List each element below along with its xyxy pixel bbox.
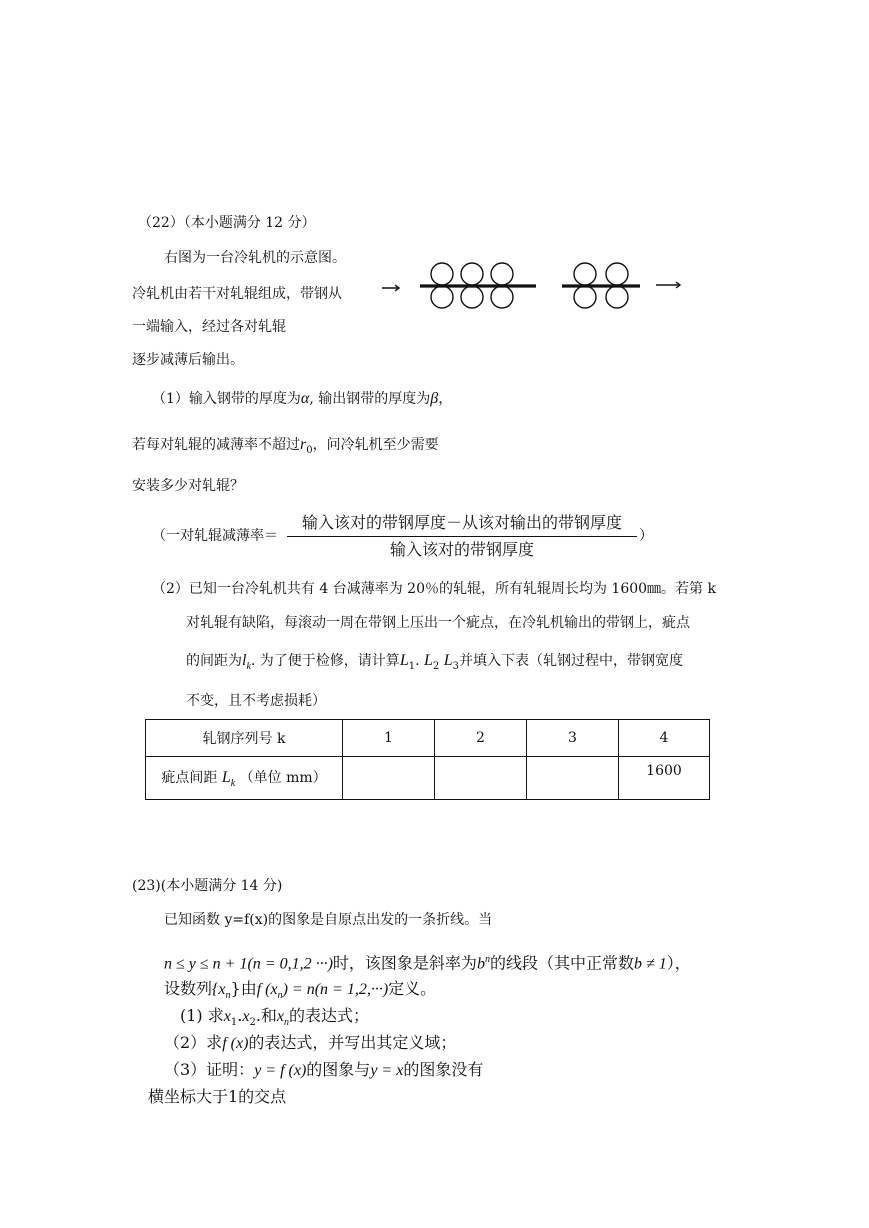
table-row: [146, 757, 710, 800]
roll-top-4: [574, 263, 596, 285]
q22-part1-line-1: （1）输入钢带的厚度为α, 输出钢带的厚度为β，: [152, 390, 453, 407]
formula-prefix: （一对轧辊减薄率＝: [152, 528, 278, 544]
q22-part2-line-2: 对轧辊有缺陷，每滚动一周在带钢上压出一个疵点，在冷轧机输出的带钢上，疵点: [186, 615, 690, 631]
q22-intro-line-2: 冷轧机由若干对轧辊组成，带钢从: [132, 286, 342, 302]
table-cell-header-3: 3: [527, 720, 619, 757]
q22-intro-line-1: 右图为一台冷轧机的示意图。: [164, 250, 346, 266]
table-cell-row-label: 疵点间距 $L_k$ （单位 mm）: [146, 757, 343, 800]
roll-top-2: [461, 263, 483, 285]
table-cell-header-1: 1: [343, 720, 435, 757]
table-cell-header-4: 4: [619, 720, 710, 757]
q22-part1-line-3: 安装多少对轧辊？: [132, 478, 244, 494]
q23-item-3-cont: 横坐标大于1的交点: [148, 1087, 287, 1106]
roll-bottom-1: [431, 286, 453, 308]
fraction-numerator: 输入该对的带钢厚度－从该对输出的带钢厚度: [301, 513, 622, 532]
q22-intro-line-3: 一端输入，经过各对轧辊: [132, 319, 286, 335]
q23-line-1: n ≤ y ≤ n + 1(n = 0,1,2 ···)时，该图象是斜率为$b^n$的线段（其中正常数b ≠ 1），: [164, 953, 691, 973]
roll-bottom-4: [574, 286, 596, 308]
rolling-mill-diagram: [380, 255, 690, 315]
fraction-bar: [287, 536, 637, 537]
roll-top-5: [606, 263, 628, 285]
table-cell-row-label: 轧钢序列号 k: [146, 720, 343, 757]
reduction-rate-fraction: [287, 512, 637, 561]
roll-bottom-3: [491, 286, 513, 308]
table-row: [146, 720, 710, 757]
q23-header: (23)(本小题满分 14 分): [132, 878, 283, 894]
q23-intro: 已知函数 y=f(x)的图象是自原点出发的一条折线。当: [164, 912, 493, 928]
q22-part2-line-4: 不变，且不考虑损耗）: [186, 693, 326, 709]
table-cell-value-1: [343, 757, 435, 800]
table-cell-header-2: 2: [435, 720, 527, 757]
q22-header: （22）（本小题满分 12 分）: [138, 215, 316, 231]
q23-line-2: 设数列$\{x_n\}$由f $(x_n) = n(n = 1,2,\cdot\cdot\cdot)$定义。: [164, 979, 437, 1002]
fraction-denominator: 输入该对的带钢厚度: [389, 540, 534, 559]
q22-part1-line-2: 若每对轧辊的减薄率不超过$r_0$，问冷轧机至少需要: [132, 436, 439, 456]
table-cell-value-2: [435, 757, 527, 800]
table-cell-value-4: 1600: [619, 757, 710, 800]
defect-spacing-table: [145, 719, 710, 800]
q22-part2-line-3: 的间距为$l_k$. 为了便于检修，请计算$L_1$. $L_2$ $L_3$并填入下表（轧钢过程中，带钢宽度: [186, 652, 684, 672]
q23-item-3: （3）证明：y = f (x)的图象与y = x的图象没有: [164, 1060, 484, 1079]
q22-intro-line-4: 逐步减薄后输出。: [132, 352, 244, 368]
q23-item-1: (1) 求$x_1.x_2$.和$x_n$的表达式；: [180, 1006, 370, 1029]
roll-top-1: [431, 263, 453, 285]
formula-suffix: ）: [639, 528, 653, 544]
table-cell-value-3: [527, 757, 619, 800]
roll-top-3: [491, 263, 513, 285]
q22-part2-line-1: （2）已知一台冷轧机共有 4 台减薄率为 20％的轧辊，所有轧辊周长均为 1600㎜。若第 k: [152, 581, 716, 597]
roll-bottom-2: [461, 286, 483, 308]
roll-bottom-5: [606, 286, 628, 308]
q23-item-2: （2）求f (x)的表达式，并写出其定义域；: [164, 1033, 457, 1052]
